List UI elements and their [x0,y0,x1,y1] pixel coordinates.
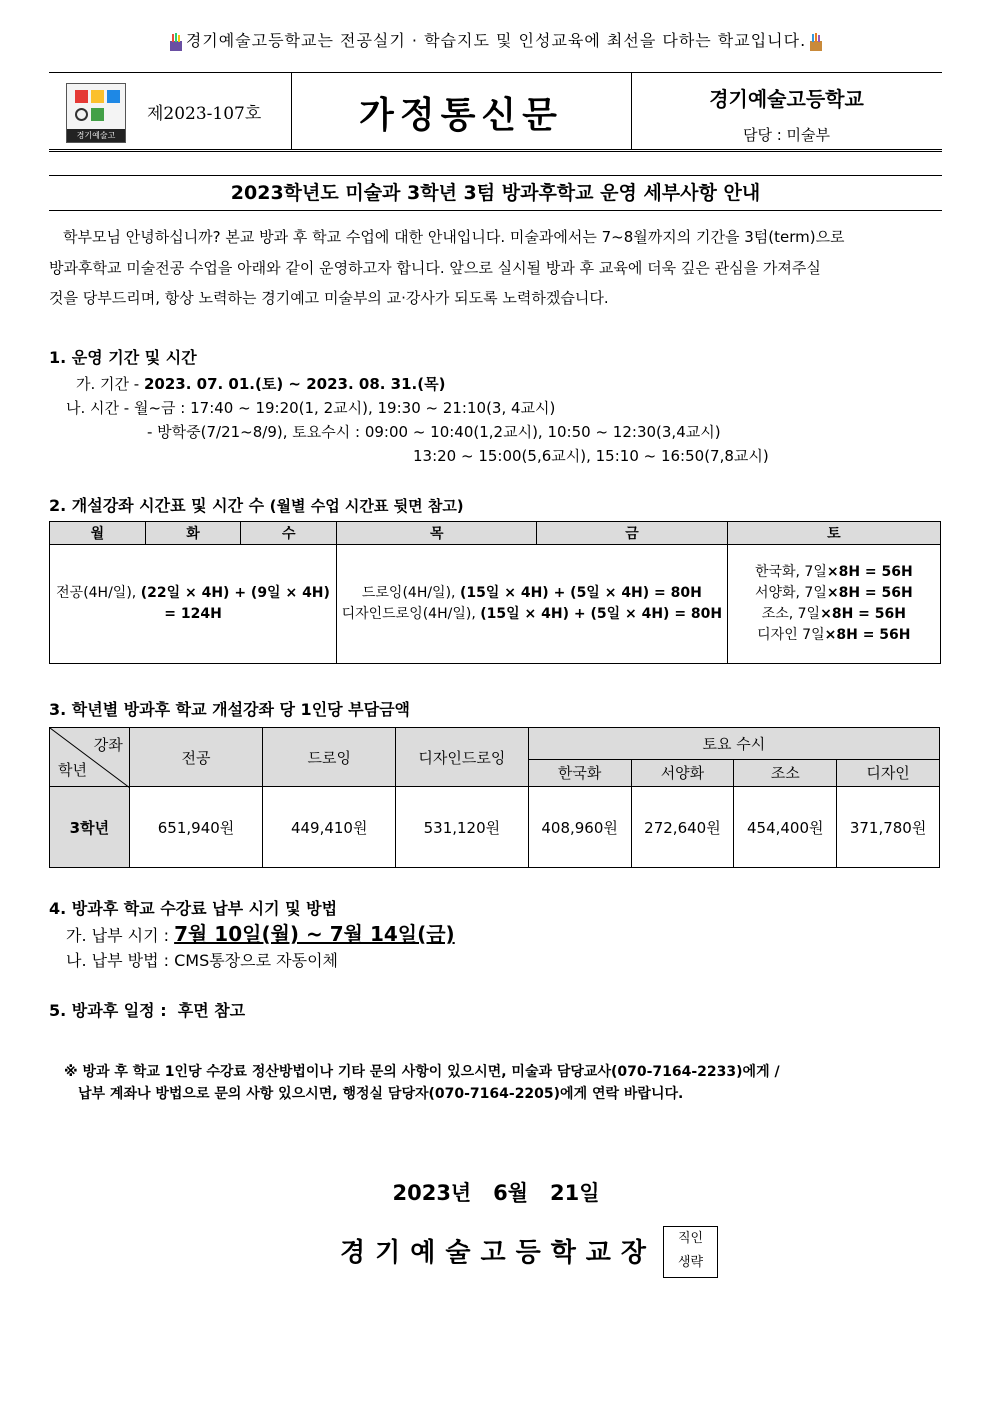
day-wed: 수 [241,522,337,545]
col-major: 전공 [129,728,263,787]
pencil-cup-icon [806,32,826,52]
intro-line: 학부모님 안녕하십니까? 본교 방과 후 학교 수업에 대한 안내입니다. 미술과에서는 7~8월까지의 기간을 3텀(term)으로 [63,228,845,246]
fee-western-painting: 272,640원 [631,787,734,868]
payment-period-label: 가. 납부 시기 : [66,926,170,945]
contact-note [64,1061,934,1105]
intro-paragraph [49,222,944,314]
major-label: 전공(4H/일), [56,585,137,601]
fee-sculpture: 454,400원 [734,787,837,868]
fee-korean-painting: 408,960원 [528,787,631,868]
major-schedule-cell [50,545,337,664]
intro-line: 방과후학교 미술전공 수업을 아래와 같이 운영하고자 합니다. 앞으로 실시될 방과 후 교육에 더욱 깊은 관심을 가져주실 [49,258,821,277]
drawing-schedule-cell [337,545,728,664]
header-right-cell [631,73,942,149]
school-logo [66,83,126,143]
section5-heading: 5. 방과후 일정 : 후면 참고 [49,1001,246,1020]
corner-top-label: 강좌 [93,736,123,754]
school-motto [0,28,992,52]
day-mon: 월 [50,522,146,545]
col-saturday: 토요 수시 [528,728,939,760]
payment-method-label: 나. 납부 방법 : [66,951,170,970]
corner-bottom-label: 학년 [58,761,87,779]
newsletter-title: 가정통신문 [359,94,563,136]
time-vacation-afternoon: 13:20 ~ 15:00(5,6교시), 15:10 ~ 16:50(7,8교시) [413,447,769,465]
note-line: 납부 계좌나 방법으로 문의 사항 있으시면, 행정실 담당자(070-7164-2205)에게 연락 바랍니다. [78,1086,684,1102]
sat-western-painting: 서양화, 7일×8H = 56H [754,585,913,601]
seal-box [663,1226,718,1278]
day-thu: 목 [337,522,537,545]
major-total: = 124H [164,606,222,622]
section2-heading [49,493,464,516]
fee-design-drawing: 531,120원 [396,787,529,868]
drawing-label: 드로잉(4H/일), [361,585,456,601]
design-label: 디자인드로잉(4H/일), [341,606,476,622]
saturday-schedule-cell [727,545,940,664]
motto-text: 경기예술고등학교는 전공실기 · 학습지도 및 인성교육에 최선을 다하는 학교입니다. [185,31,807,50]
day-fri: 금 [537,522,727,545]
col-western-painting: 서양화 [631,759,734,786]
fee-design: 371,780원 [837,787,940,868]
day-tue: 화 [145,522,241,545]
pencil-cup-icon [166,32,186,52]
department: 담당 : 미술부 [742,126,831,144]
col-design-drawing: 디자인드로잉 [396,728,529,787]
principal-title: 경기예술고등학교장 [340,1238,657,1268]
col-korean-painting: 한국화 [528,759,631,786]
section2-note: (월별 수업 시간표 뒷면 참고) [269,497,464,515]
period-value: 2023. 07. 01.(토) ~ 2023. 08. 31.(목) [143,375,446,393]
payment-method-value: CMS통장으로 자동이체 [174,951,338,970]
logo-text: 경기예술고 [67,129,125,142]
sat-sculpture: 조소, 7일×8H = 56H [761,606,906,622]
corner-cell [50,728,130,787]
section2-title: 2. 개설강좌 시간표 및 시간 수 [49,496,265,515]
section1-heading: 1. 운영 기간 및 시간 [49,348,197,367]
time-vacation: - 방학중(7/21~8/9), 토요수시 : 09:00 ~ 10:40(1,2교시), 10:50 ~ 12:30(3,4교시) [147,423,721,441]
col-sculpture: 조소 [734,759,837,786]
intro-line: 것을 당부드리며, 항상 노력하는 경기예고 미술부의 교·강사가 되도록 노력하겠습니다. [49,289,609,307]
sat-korean-painting: 한국화, 7일×8H = 56H [754,564,913,580]
payment-method [66,948,338,971]
school-name: 경기예술고등학교 [709,87,864,111]
payment-period [66,918,455,947]
row-grade3: 3학년 [50,787,130,868]
col-drawing: 드로잉 [263,728,396,787]
section1-period [76,373,445,394]
drawing-calc: (15일 × 4H) + (5일 × 4H) = 80H [459,585,702,601]
issue-date: 2023년 6월 21일 [392,1181,600,1205]
seal-line: 직인 [677,1231,704,1246]
sat-design: 디자인 7일×8H = 56H [757,627,911,643]
newsletter-header [49,72,942,152]
schedule-table [49,521,941,664]
col-design: 디자인 [837,759,940,786]
document-title: 2023학년도 미술과 3학년 3텀 방과후학교 운영 세부사항 안내 [49,175,942,211]
design-calc: (15일 × 4H) + (5일 × 4H) = 80H [480,606,723,622]
fee-major: 651,940원 [129,787,263,868]
time-weekday: 월~금 : 17:40 ~ 19:20(1, 2교시), 19:30 ~ 21:10(3, 4교시) [133,399,556,417]
section4-heading: 4. 방과후 학교 수강료 납부 시기 및 방법 [49,899,338,918]
fee-table [49,727,940,868]
time-label: 나. 시간 - [66,399,130,417]
fee-drawing: 449,410원 [263,787,396,868]
note-line: ※ 방과 후 학교 1인당 수강료 정산방법이나 기타 문의 사항이 있으시면, 미술과 담당교사(070-7164-2233)에게 / [64,1064,780,1080]
payment-period-value: 7월 10일(월) ~ 7월 14일(금) [174,922,455,946]
issue-number: 제2023-107호 [147,104,262,124]
header-left-cell [49,73,292,149]
major-calc: (22일 × 4H) + (9일 × 4H) [140,585,330,601]
header-title-cell [291,73,632,149]
day-sat: 토 [727,522,940,545]
period-label: 가. 기간 - [76,375,140,393]
section3-heading: 3. 학년별 방과후 학교 개설강좌 당 1인당 부담금액 [49,700,411,719]
seal-line: 생략 [677,1255,704,1270]
section1-time [66,397,555,418]
